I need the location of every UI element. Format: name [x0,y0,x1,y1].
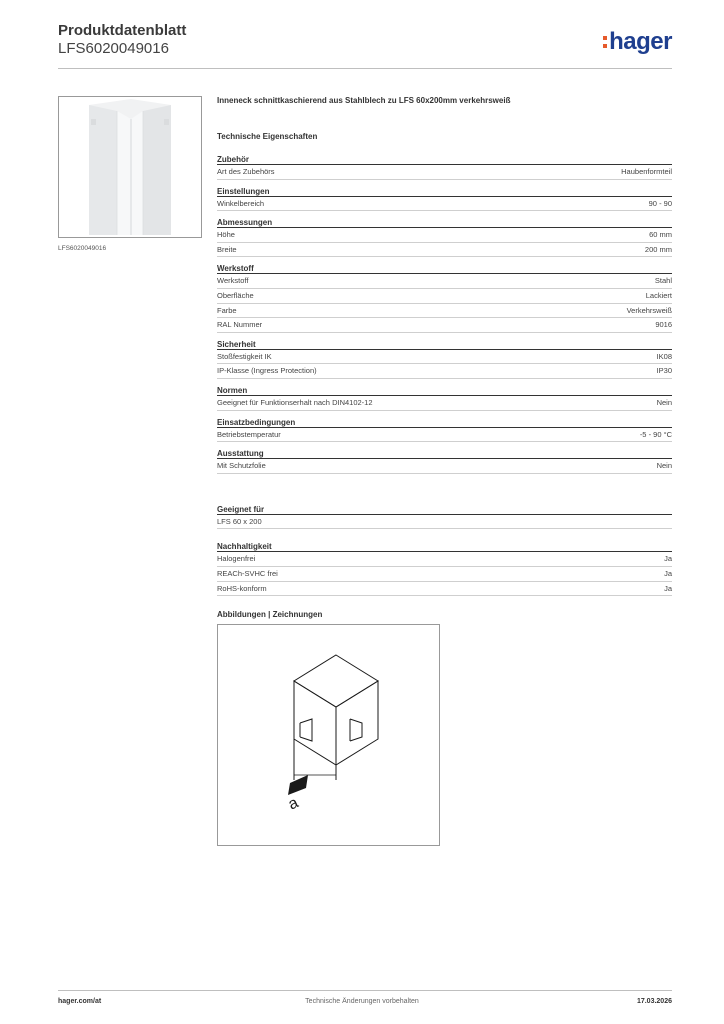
section-title: Einstellungen [217,186,672,197]
technical-properties-heading: Technische Eigenschaften [217,132,318,141]
spec-row [217,567,672,582]
spec-value: 60 mm [649,230,672,240]
spec-label: Stoßfestigkeit IK [217,351,272,361]
spec-label: Betriebstemperatur [217,429,281,439]
corner-piece-image [59,97,201,237]
spec-row [217,165,672,180]
spec-section [217,339,672,379]
spec-value: -5 - 90 °C [639,429,672,439]
product-description: Inneneck schnittkaschierend aus Stahlblech zu LFS 60x200mm verkehrsweiß [217,96,511,105]
spec-row [217,428,672,443]
spec-value: IK08 [656,351,672,361]
spec-row [217,243,672,258]
spec-value: Ja [664,554,672,564]
technical-drawing [217,624,440,846]
spec-section [217,186,672,212]
spec-section [217,417,672,443]
section-title: Zubehör [217,154,672,165]
footer-divider [58,990,672,991]
corner-drawing-svg [218,625,439,845]
spec-row [217,552,672,567]
spec-row [217,582,672,597]
spec-value: 9016 [655,320,672,330]
spec-label: Oberfläche [217,290,254,300]
spec-label: Halogenfrei [217,554,256,564]
spec-value: Stahl [654,276,672,286]
spec-row [217,274,672,289]
spec-label: REACh-SVHC frei [217,568,278,578]
section-title: Normen [217,385,672,396]
spec-section [217,504,672,530]
footer-date: 17.03.2026 [636,998,672,1005]
spec-label: IP-Klasse (Ingress Protection) [217,366,317,376]
spec-value: 90 - 90 [648,198,672,208]
logo-text: hager [609,28,672,55]
product-code: LFS6020049016 [58,40,169,57]
spec-label: Breite [217,244,237,254]
spec-row [217,459,672,474]
spec-section [217,385,672,411]
spec-section [217,154,672,180]
spec-label: LFS 60 x 200 [217,516,262,526]
section-title: Werkstoff [217,263,672,274]
spec-section [217,541,672,596]
spec-value: Ja [664,583,672,593]
hager-logo[interactable] [603,28,672,56]
spec-value: 200 mm [644,244,672,254]
spec-row [217,515,672,530]
section-title: Abmessungen [217,217,672,228]
spec-row [217,289,672,304]
spec-value: Nein [656,397,672,407]
footer-website-link[interactable]: hager.com/at [58,998,102,1005]
spec-label: Art des Zubehörs [217,167,275,176]
spec-section [217,448,672,474]
section-title: Sicherheit [217,339,672,350]
content-area [217,96,672,846]
spec-row [217,228,672,243]
spec-row [217,364,672,379]
spec-value: Haubenformteil [621,167,672,176]
dimension-label: a [285,794,302,814]
spec-label: Mit Schutzfolie [217,461,266,471]
spec-label: RoHS-konform [217,583,267,593]
thumbnail-caption: LFS6020049016 [58,245,107,252]
spec-value: Nein [656,461,672,471]
spec-row [217,197,672,212]
footer-disclaimer: Technische Änderungen vorbehalten [305,998,419,1005]
suitable-for-section [217,504,672,530]
spec-value: Ja [664,568,672,578]
page-title: Produktdatenblatt [58,22,187,39]
spec-label: Winkelbereich [217,198,265,208]
spec-row [217,350,672,365]
spec-label: Werkstoff [217,276,249,286]
section-title: Geeignet für [217,504,672,515]
section-title: Einsatzbedingungen [217,417,672,428]
header-divider [58,68,672,69]
logo-dots-icon [603,34,607,50]
section-title: Nachhaltigkeit [217,541,672,552]
spec-value: IP30 [656,366,672,376]
spec-row [217,318,672,333]
sustainability-section [217,541,672,596]
spec-row [217,304,672,319]
spec-section [217,263,672,332]
drawings-heading: Abbildungen | Zeichnungen [217,610,323,620]
spec-label: Höhe [217,230,235,240]
spec-section [217,217,672,257]
spec-label: Farbe [217,305,237,315]
product-thumbnail [58,96,202,238]
spec-row [217,396,672,411]
spec-label: RAL Nummer [217,320,263,330]
property-sections [217,154,672,474]
spec-value: Lackiert [645,290,672,300]
section-title: Ausstattung [217,448,672,459]
spec-value: Verkehrsweiß [626,305,672,315]
spec-label: Geeignet für Funktionserhalt nach DIN4102-12 [217,397,373,407]
